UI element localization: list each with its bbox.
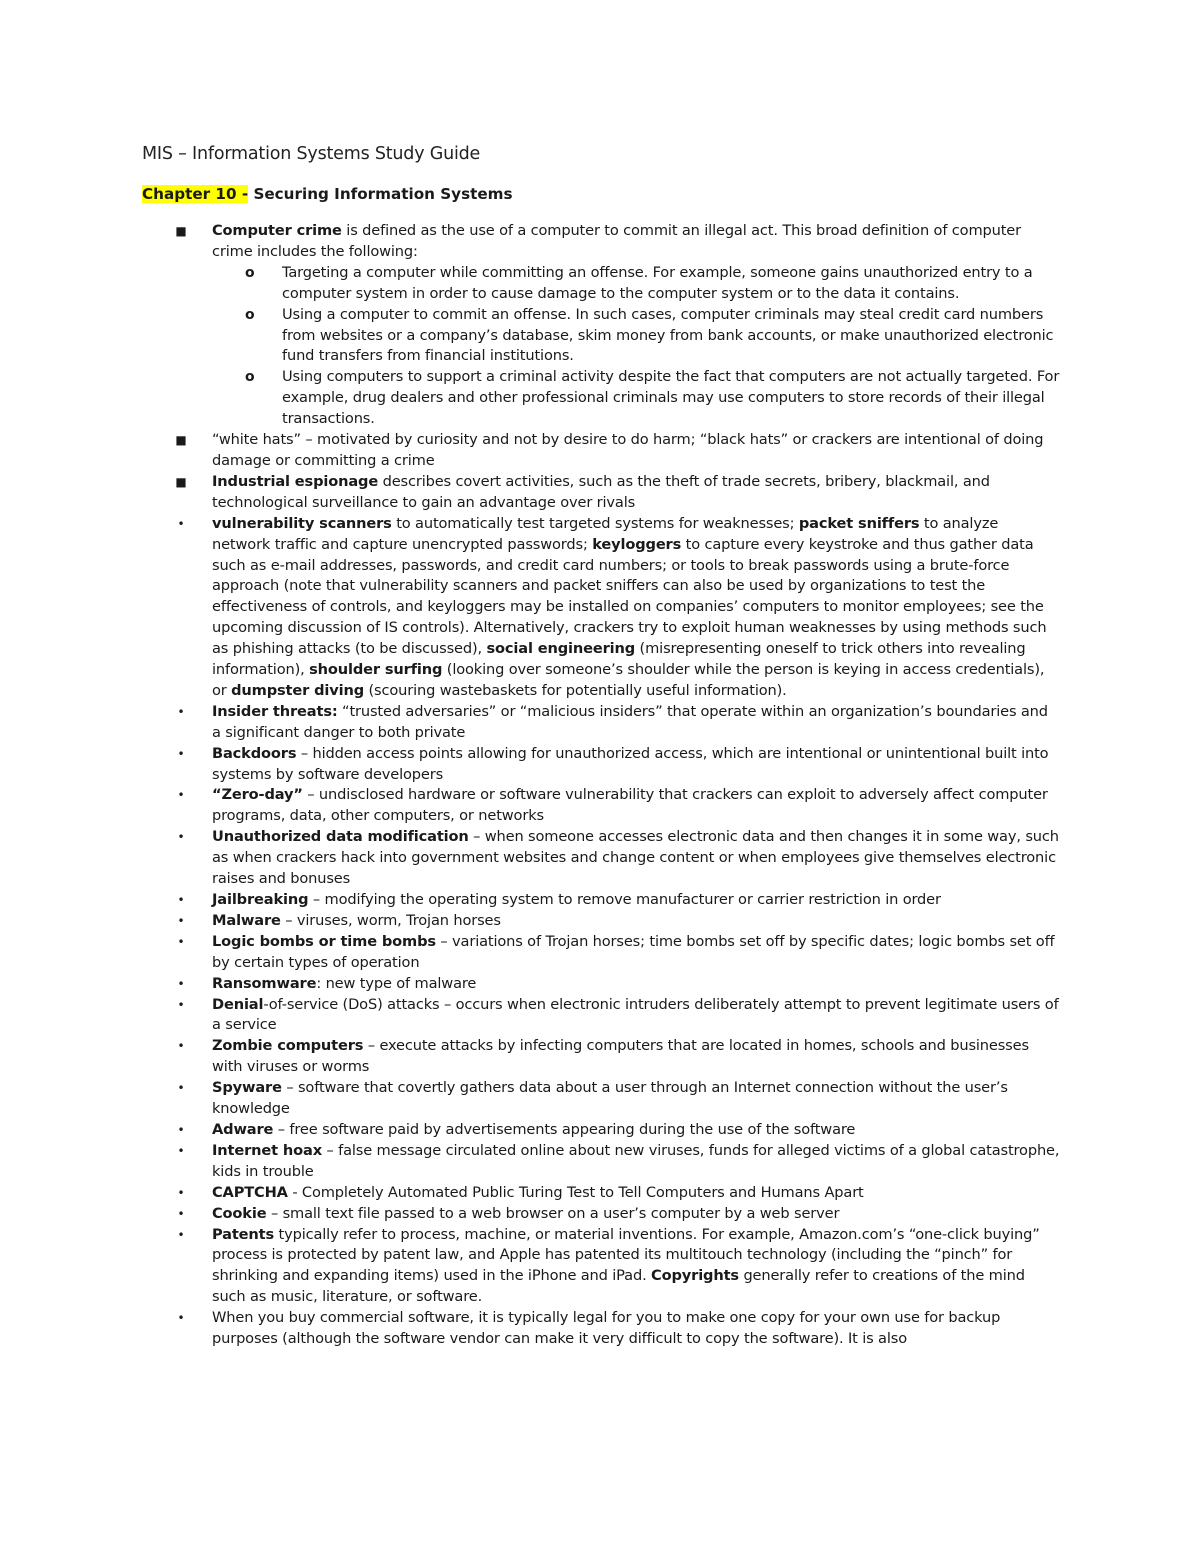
bullet-icon: • (177, 934, 185, 949)
list-item-adware: • Adware – free software paid by advertisements appearing during the use of the software (212, 1120, 1060, 1141)
bullet-icon: • (177, 1122, 185, 1137)
bullet-icon: • (177, 1227, 185, 1242)
list-item-jailbreaking: • Jailbreaking – modifying the operating system to remove manufacturer or carrier restriction in order (212, 890, 1060, 911)
bullet-icon: • (177, 746, 185, 761)
list-item-insider-threats: • Insider threats: “trusted adversaries” or “malicious insiders” that operate within an organization’s boundaries and a significant danger to both private (212, 702, 1060, 744)
list-item-zero-day: • “Zero-day” – undisclosed hardware or software vulnerability that crackers can exploit to adversely affect computer programs, data, other computers, or networks (212, 785, 1060, 827)
list-item-commercial-software: • When you buy commercial software, it is typically legal for you to make one copy for your own use for backup purposes (although the software vendor can make it very difficult to copy the software). It is also (212, 1308, 1060, 1350)
list-item-internet-hoax: • Internet hoax – false message circulated online about new viruses, funds for alleged victims of a global catastrophe, kids in trouble (212, 1141, 1060, 1183)
square-bullet-icon: ■ (175, 224, 187, 238)
chapter-heading (142, 185, 513, 203)
bullet-icon: • (177, 913, 185, 928)
study-guide-list (175, 221, 1060, 1350)
list-item-industrial-espionage: ■ Industrial espionage describes covert activities, such as the theft of trade secrets, bribery, blackmail, and technological surveillance to gain an advantage over rivals (175, 472, 990, 511)
list-item-logic-bombs: • Logic bombs or time bombs – variations of Trojan horses; time bombs set off by specific dates; logic bombs set off by certain types of operation (212, 932, 1060, 974)
list-item-hats: ■ “white hats” – motivated by curiosity and not by desire to do harm; “black hats” or crackers are intentional of doing damage or committing a crime (175, 431, 1044, 469)
list-item-computer-crime: ■ Computer crime is defined as the use of a computer to commit an illegal act. This broad definition of computer crime includes the following: (175, 222, 1021, 260)
square-bullet-icon: ■ (175, 474, 187, 489)
circle-bullet-icon: o (245, 264, 255, 281)
list-item-data-modification: • Unauthorized data modification – when someone accesses electronic data and then changes it in some way, such as when crackers hack into government websites and change content or when employees give themselves electronic raises and bonuses (212, 827, 1060, 890)
bullet-icon: • (177, 1311, 185, 1326)
list-item-captcha: • CAPTCHA - Completely Automated Public Turing Test to Tell Computers and Humans Apart (212, 1183, 1060, 1204)
document-title: MIS – Information Systems Study Guide (142, 144, 481, 164)
bullet-icon: • (177, 830, 185, 845)
list-item-patents: • Patents typically refer to process, machine, or material inventions. For example, Amazon.com’s “one-click buying” process is protected by patent law, and Apple has patented its multitouch technology (including the “pinch” for shrinking and expanding items) used in the iPhone and iPad. Copyrights generally refer to creations of the mind such as music, literature, or software. (212, 1225, 1060, 1309)
list-item-zombie-computers: • Zombie computers – execute attacks by infecting computers that are located in homes, schools and businesses with viruses or worms (212, 1036, 1060, 1078)
bullet-icon: • (177, 976, 185, 991)
bullet-icon: • (177, 1039, 185, 1054)
bullet-icon: • (177, 788, 185, 803)
bullet-icon: • (177, 1081, 185, 1096)
bullet-icon: • (177, 704, 185, 719)
bullet-icon: • (177, 893, 185, 907)
circle-bullet-icon: o (245, 369, 255, 386)
chapter-title: Securing Information Systems (248, 185, 513, 203)
sub-item-targeting: o Targeting a computer while committing an offense. For example, someone gains unauthorized entry to a computer system in order to cause damage to the computer system or to the data it contains. (245, 263, 1033, 302)
circle-bullet-icon: o (245, 306, 255, 323)
bullet-icon: • (177, 997, 185, 1012)
sub-item-using: o Using a computer to commit an offense. In such cases, computer criminals may steal credit card numbers from websites or a company’s database, skim money from bank accounts, or make unauthorized electronic fund transfers from financial institutions. (245, 305, 1054, 365)
sub-item-supporting: o Using computers to support a criminal activity despite the fact that computers are not actually targeted. For example, drug dealers and other professional criminals may use computers to store records of their illegal transactions. (245, 368, 1060, 428)
list-item-denial-of-service: • Denial-of-service (DoS) attacks – occurs when electronic intruders deliberately attempt to prevent legitimate users of a service (212, 995, 1060, 1037)
bullet-icon: • (177, 516, 185, 531)
list-item-spyware: • Spyware – software that covertly gathers data about a user through an Internet connection without the user’s knowledge (212, 1078, 1060, 1120)
list-item-cookie: • Cookie – small text file passed to a web browser on a user’s computer by a web server (212, 1204, 1060, 1225)
bullet-icon: • (177, 1143, 185, 1158)
list-item-backdoors: • Backdoors – hidden access points allowing for unauthorized access, which are intentional or unintentional built into systems by software developers (212, 744, 1060, 786)
bullet-icon: • (177, 1185, 185, 1200)
list-item-malware: • Malware – viruses, worm, Trojan horses (212, 911, 1060, 932)
list-item-ransomware: • Ransomware: new type of malware (212, 974, 1060, 995)
square-bullet-icon: ■ (175, 433, 187, 448)
chapter-label-highlight: Chapter 10 - (142, 185, 249, 203)
list-item-scanners: • vulnerability scanners to automatically test targeted systems for weaknesses; packet sniffers to analyze network traffic and capture unencrypted passwords; keyloggers to capture every keystroke and thus gather data such as e-mail addresses, passwords, and credit card numbers; or tools to break passwords using a brute-force approach (note that vulnerability scanners and packet sniffers can also be used by organizations to test the effectiveness of controls, and keyloggers may be installed on companies’ computers to monitor employees; see the upcoming discussion of IS controls). Alternatively, crackers try to exploit human weaknesses by using methods such as phishing attacks (to be discussed), social engineering (misrepresenting oneself to trick others into revealing information), shoulder surfing (looking over someone’s shoulder while the person is keying in access credentials), or dumpster diving (scouring wastebaskets for potentially useful information). (212, 514, 1060, 702)
bullet-icon: • (177, 1206, 185, 1221)
